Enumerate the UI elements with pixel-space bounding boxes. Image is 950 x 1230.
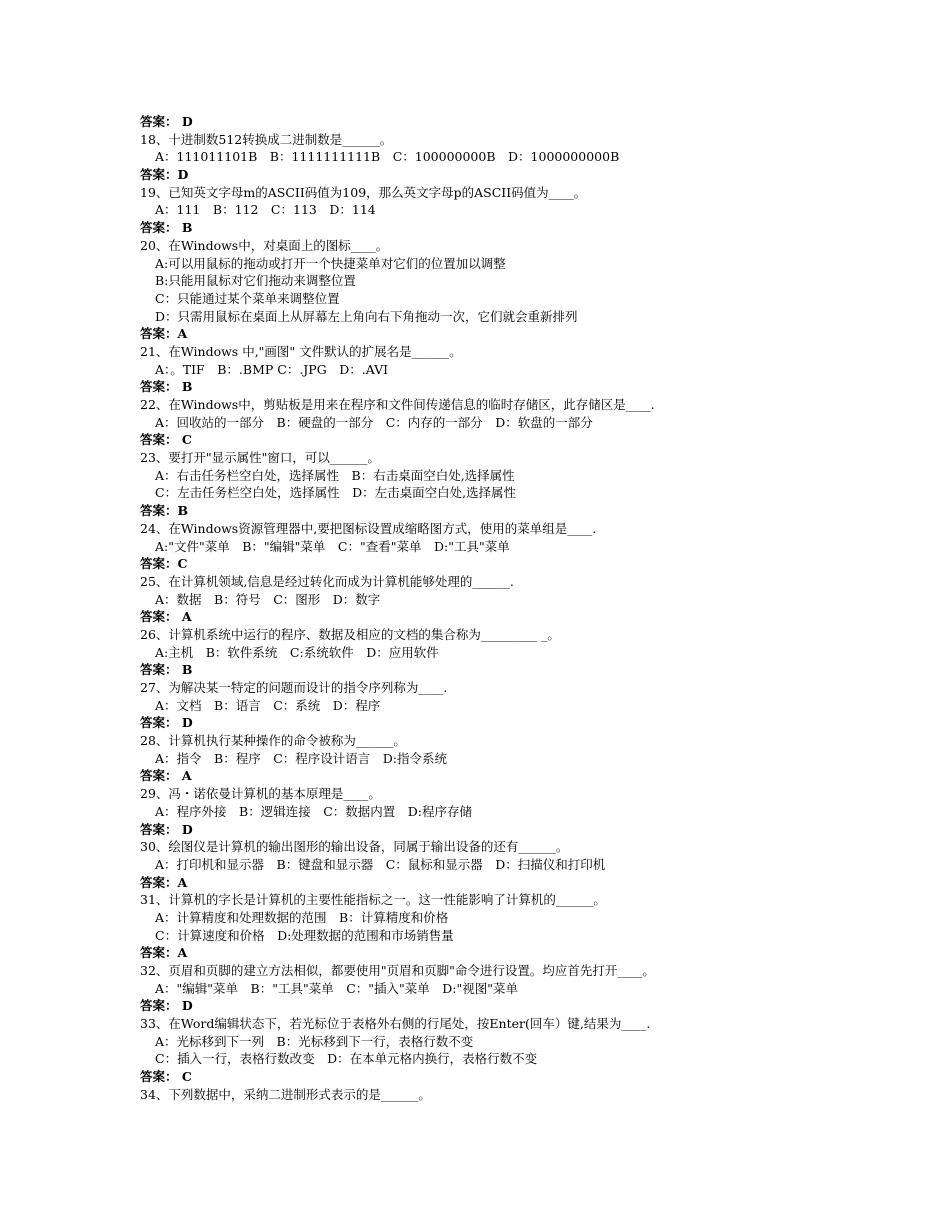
- answer-line: 答案： A: [140, 609, 192, 625]
- option-line: A：111 B：112 C：113 D：114: [155, 202, 376, 218]
- answer-line: 答案： B: [140, 220, 193, 236]
- option-line: A：。TIF B：.BMP C：.JPG D：.AVI: [155, 361, 389, 377]
- question-line: 28、计算机执行某种操作的命令被称为______。: [140, 733, 406, 749]
- option-line: C：插入一行，表格行数改变 D：在本单元格内换行，表格行数不变: [155, 1051, 538, 1067]
- option-line: A：文档 B：语言 C：系统 D：程序: [155, 697, 381, 713]
- answer-line: 答案： D: [140, 821, 193, 837]
- question-line: 19、已知英文字母m的ASCII码值为109，那么英文字母p的ASCII码值为____。: [140, 184, 587, 200]
- option-line: C：只能通过某个菜单来调整位置: [155, 290, 340, 306]
- document-body: [140, 113, 930, 1104]
- question-line: 24、在Windows资源管理器中,要把图标设置成缩略图方式，使用的菜单组是____.: [140, 520, 597, 536]
- option-line: A：打印机和显示器 B：键盘和显示器 C：鼠标和显示器 D：扫描仪和打印机: [155, 856, 606, 872]
- answer-line: 答案： A: [140, 768, 192, 784]
- answer-line: 答案：A: [140, 326, 188, 342]
- option-line: A:"文件"菜单 B："编辑"菜单 C："查看"菜单 D:"工具"菜单: [155, 538, 510, 554]
- option-line: A：数据 B：符号 C：图形 D：数字: [155, 591, 381, 607]
- option-line: A：指令 B：程序 C：程序设计语言 D:指令系统: [155, 750, 448, 766]
- option-line: A：回收站的一部分 B：硬盘的一部分 C：内存的一部分 D：软盘的一部分: [155, 414, 593, 430]
- answer-line: 答案：D: [140, 167, 189, 183]
- answer-line: 答案：C: [140, 556, 188, 572]
- option-line: A：111011101B B：1111111111B C：100000000B D：1000000000B: [155, 149, 620, 165]
- question-line: 30、绘图仪是计算机的输出图形的输出设备，同属于输出设备的还有______。: [140, 839, 569, 855]
- question-line: 29、冯・诺依曼计算机的基本原理是____。: [140, 786, 381, 802]
- answer-line: 答案： D: [140, 998, 193, 1014]
- question-line: 26、计算机系统中运行的程序、数据及相应的文档的集合称为_________ _。: [140, 626, 560, 642]
- question-line: 25、在计算机领域,信息是经过转化而成为计算机能够处理的______.: [140, 573, 514, 589]
- option-line: A："编辑"菜单 B："工具"菜单 C："插入"菜单 D:"视图"菜单: [155, 980, 519, 996]
- question-line: 21、在Windows 中,"画图" 文件默认的扩展名是______。: [140, 343, 462, 359]
- question-line: 32、页眉和页脚的建立方法相似，都要使用"页眉和页脚"命令进行设置。均应首先打开____。: [140, 963, 655, 978]
- answer-line: 答案： B: [140, 662, 193, 678]
- question-line: 31、计算机的字长是计算机的主要性能指标之一。这一性能影响了计算机的______。: [140, 892, 606, 908]
- option-line: A:可以用鼠标的拖动或打开一个快捷菜单对它们的位置加以调整: [155, 255, 506, 271]
- option-line: C：计算速度和价格 D:处理数据的范围和市场销售量: [155, 927, 454, 943]
- question-line: 20、在Windows中，对桌面上的图标____。: [140, 237, 389, 253]
- option-line: A:主机 B：软件系统 C:系统软件 D：应用软件: [155, 644, 439, 660]
- question-line: 23、要打开"显示属性"窗口，可以______。: [140, 450, 380, 466]
- option-line: A：右击任务栏空白处，选择属性 B：右击桌面空白处,选择属性: [155, 467, 515, 483]
- question-line: 27、为解决某一特定的问题而设计的指令序列称为____.: [140, 680, 448, 695]
- question-line: 34、下列数据中，采纳二进制形式表示的是______。: [140, 1086, 431, 1102]
- answer-line: 答案： D: [140, 715, 193, 731]
- option-line: C：左击任务栏空白处，选择属性 D：左击桌面空白处,选择属性: [155, 485, 517, 501]
- answer-line: 答案： C: [140, 432, 192, 448]
- question-line: 22、在Windows中，剪贴板是用来在程序和文件间传递信息的临时存储区，此存储区是____.: [140, 397, 655, 412]
- answer-line: 答案： C: [140, 1069, 192, 1085]
- option-line: D：只需用鼠标在桌面上从屏幕左上角向右下角拖动一次，它们就会重新排列: [155, 308, 578, 324]
- answer-line: 答案：A: [140, 874, 188, 890]
- option-line: B:只能用鼠标对它们拖动来调整位置: [155, 273, 356, 289]
- option-line: A：计算精度和处理数据的范围 B：计算精度和价格: [155, 909, 449, 925]
- option-line: A：光标移到下一列 B：光标移到下一行，表格行数不变: [155, 1033, 474, 1049]
- answer-line: 答案： D: [140, 114, 193, 129]
- option-line: A：程序外接 B：逻辑连接 C：数据内置 D:程序存储: [155, 803, 473, 819]
- question-line: 18、十进制数512转换成二进制数是______。: [140, 131, 393, 147]
- answer-line: 答案：A: [140, 945, 188, 961]
- question-line: 33、在Word编辑状态下，若光标位于表格外右侧的行尾处，按Enter(回车）键,结果为____.: [140, 1016, 651, 1032]
- answer-line: 答案：B: [140, 503, 189, 519]
- answer-line: 答案： B: [140, 379, 193, 395]
